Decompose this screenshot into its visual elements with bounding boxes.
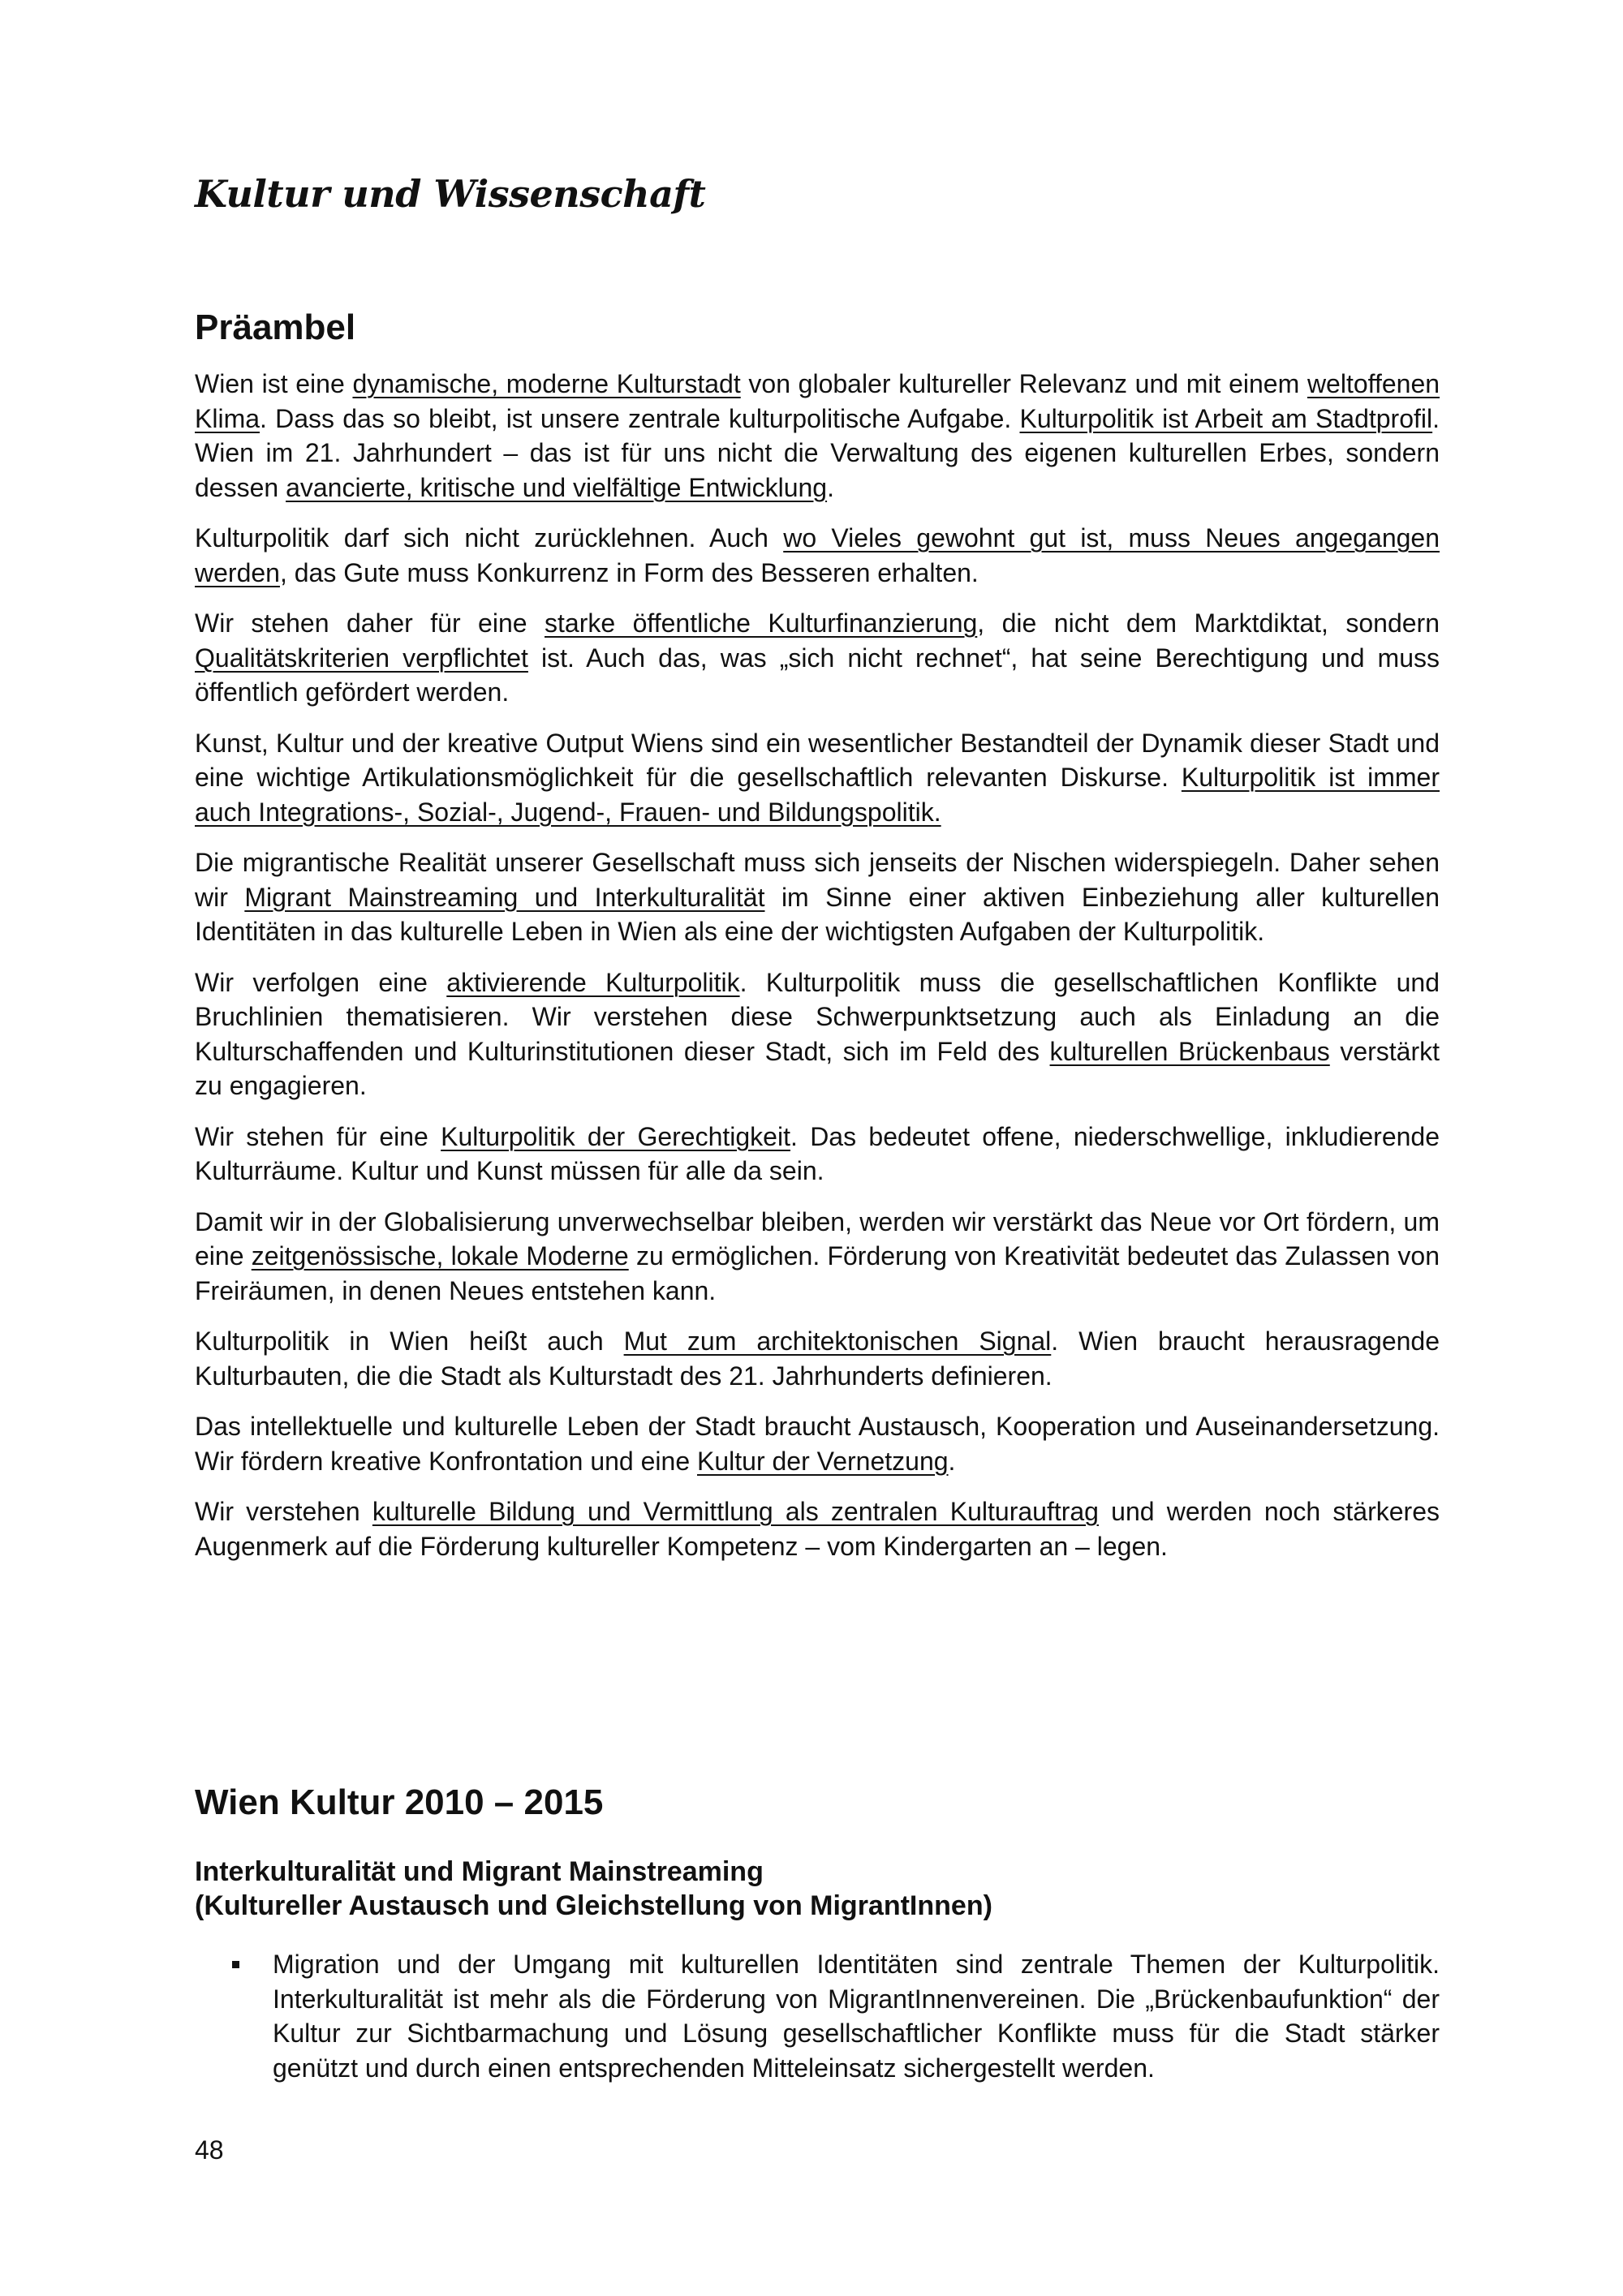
preamble-heading: Präambel	[195, 307, 356, 347]
subheading-line-1: Interkulturalität und Migrant Mainstreaming	[195, 1856, 764, 1887]
text-run: . Kulturpolitik muss die gesellschaftlichen Konflikte und Bruchlinien thematisieren. Wir verstehen diese Schwerpunktsetzung auch als Einladung an die Kulturschaffenden und Kulturinstitutionen dieser Stadt, sich im Feld des	[195, 967, 1440, 1066]
page-number: 48	[195, 2135, 224, 2165]
text-run: zur Sichtbarmachung und Lösung gesellschaftlicher Konflikte muss für die Stadt stärker genützt und durch einen entsprechenden Mitteleinsatz sichergestellt werden.	[273, 2019, 1440, 2083]
underlined-phrase: dynamische, moderne Kulturstadt	[352, 369, 741, 398]
text-run: , die nicht dem Marktdiktat, sondern	[977, 608, 1440, 638]
text-run: Kunst, Kultur und der kreative Output Wiens sind ein wesentlicher Bestandteil der Dynamik dieser Stadt und eine wichtige Artikulationsmöglichkeit für die gesellschaftlich relevanten Diskurse.	[195, 728, 1440, 792]
underlined-phrase: zeitgenössische, lokale Moderne	[251, 1241, 629, 1271]
text-run: Wir stehen für eine	[195, 1121, 441, 1151]
underlined-phrase: „Brückenbaufunktion“ der Kultur	[273, 1984, 1440, 2048]
text-run: Damit wir in der Globalisierung unverwechselbar bleiben, werden wir verstärkt das Neue vor Ort fördern, um eine	[195, 1206, 1440, 1271]
preamble-paragraph	[195, 965, 1440, 1103]
underlined-phrase: aktivierende Kulturpolitik	[446, 967, 740, 997]
underlined-phrase: starke öffentliche Kulturfinanzierung	[545, 608, 978, 638]
underlined-phrase: Kulturpolitik der Gerechtigkeit	[441, 1121, 790, 1151]
document-page	[195, 0, 1440, 2296]
preamble-paragraph	[195, 1494, 1440, 1563]
underlined-phrase: kulturellen Brückenbaus	[1049, 1036, 1330, 1066]
text-run: . Das bedeutet offene, niederschwellige, inkludierende Kulturräume. Kultur und Kunst müssen für alle da sein.	[195, 1121, 1440, 1185]
underlined-phrase: Migrant Mainstreaming und Interkulturalität	[244, 882, 765, 912]
text-run: Das intellektuelle und kulturelle Leben der Stadt braucht Austausch, Kooperation und Auseinandersetzung. Wir fördern kreative Konfrontation und eine	[195, 1412, 1440, 1476]
preamble-body	[195, 367, 1440, 1580]
text-run: . Dass das so bleibt, ist unsere zentrale kulturpolitische Aufgabe.	[260, 403, 1020, 433]
underlined-phrase: Kulturpolitik ist immer auch Integrations-, Sozial-, Jugend-, Frauen- und Bildungspolitik.	[195, 763, 1440, 827]
preamble-paragraph	[195, 1324, 1440, 1393]
preamble-paragraph	[195, 845, 1440, 949]
interkulturalitaet-subheading	[195, 1855, 992, 1923]
text-run: . Wien braucht herausragende Kulturbauten, die die Stadt als Kulturstadt des 21. Jahrhunderts definieren.	[195, 1326, 1440, 1391]
text-run: Wir verfolgen eine	[195, 967, 447, 997]
text-run: Wien ist eine	[195, 369, 353, 398]
preamble-paragraph	[195, 606, 1440, 710]
preamble-paragraph	[195, 367, 1440, 505]
underlined-phrase: Kultur der Vernetzung	[697, 1446, 949, 1476]
wien-kultur-heading: Wien Kultur 2010 – 2015	[195, 1782, 604, 1822]
text-run: ist. Auch das, was „sich nicht rechnet“, hat seine Berechtigung und muss öffentlich gefördert werden.	[195, 643, 1440, 707]
bullet-item	[195, 1947, 1440, 2085]
text-run: Wir stehen daher für eine	[195, 608, 545, 638]
preamble-paragraph	[195, 726, 1440, 830]
preamble-paragraph	[195, 1409, 1440, 1478]
text-run: Wir verstehen	[195, 1497, 372, 1526]
underlined-phrase: Qualitätskriterien verpflichtet	[195, 643, 528, 673]
text-run: im Sinne einer aktiven Einbeziehung aller kulturellen Identitäten in das kulturelle Leben in Wien als eine der wichtigsten Aufgaben der Kulturpolitik.	[195, 882, 1440, 946]
preamble-paragraph	[195, 1120, 1440, 1189]
underlined-phrase: weltoffenen Klima	[195, 369, 1440, 433]
underlined-phrase: wo Vieles gewohnt gut ist, muss Neues angegangen werden	[195, 523, 1440, 587]
subheading-line-2: (Kultureller Austausch und Gleichstellung von MigrantInnen)	[195, 1890, 992, 1921]
underlined-phrase: kulturelle Bildung und Vermittlung als zentralen Kulturauftrag	[372, 1497, 1099, 1526]
preamble-paragraph	[195, 521, 1440, 590]
text-run: verstärkt zu engagieren.	[195, 1036, 1440, 1100]
text-run: Die migrantische Realität unserer Gesellschaft muss sich jenseits der Nischen widerspiegeln. Daher sehen wir	[195, 848, 1440, 912]
text-run: Kulturpolitik in Wien heißt auch	[195, 1326, 624, 1356]
text-run: zu ermöglichen. Förderung von Kreativität bedeutet das Zulassen von Freiräumen, in denen Neues entstehen kann.	[195, 1241, 1440, 1305]
text-run: .	[948, 1446, 956, 1476]
text-run: von globaler kultureller Relevanz und mit einem	[740, 369, 1307, 398]
underlined-phrase: Mut zum architektonischen Signal	[623, 1326, 1052, 1356]
text-run: , das Gute muss Konkurrenz in Form des Besseren erhalten.	[279, 557, 979, 587]
underlined-phrase: Kulturpolitik ist Arbeit am Stadtprofil	[1019, 403, 1433, 433]
square-bullet-icon	[232, 1961, 239, 1968]
text-run: .	[827, 472, 834, 502]
preamble-paragraph	[195, 1205, 1440, 1309]
underlined-phrase: avancierte, kritische und vielfältige Entwicklung	[286, 472, 828, 502]
text-run: Migration und der Umgang mit kulturellen Identitäten sind zentrale Themen der Kulturpolitik. Interkulturalität ist mehr als die Förderung von MigrantInnenvereinen. Die	[273, 1950, 1440, 2014]
text-run: . Wien im 21. Jahrhundert – das ist für uns nicht die Verwaltung des eigenen kulturellen Erbes, sondern dessen	[195, 403, 1440, 502]
text-run: und werden noch stärkeres Augenmerk auf die Förderung kultureller Kompetenz – vom Kindergarten an – legen.	[195, 1497, 1440, 1561]
text-run: Kulturpolitik darf sich nicht zurücklehnen. Auch	[195, 523, 784, 553]
bullet-list	[195, 1947, 1440, 2085]
section-title: Kultur und Wissenschaft	[195, 172, 706, 216]
